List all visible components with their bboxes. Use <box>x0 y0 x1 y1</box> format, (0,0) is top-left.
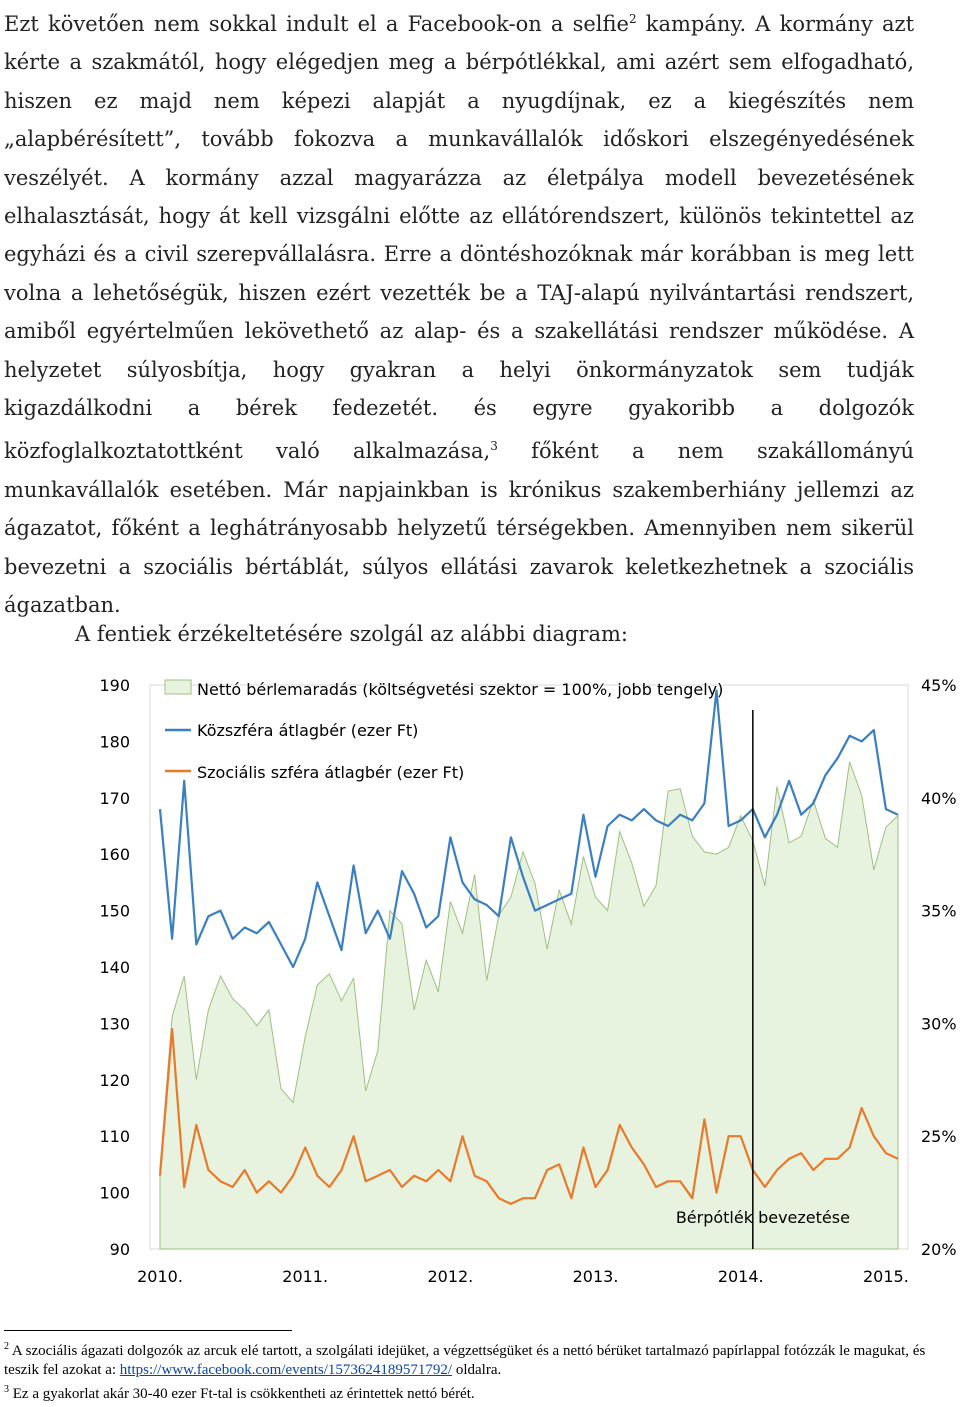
y-right-tick-label: 30% <box>921 1014 957 1034</box>
footnote-divider <box>4 1330 292 1331</box>
legend-label-public: Közszféra átlagbér (ezer Ft) <box>197 721 419 740</box>
y-left-tick-label: 150 <box>99 901 130 921</box>
chart-legend <box>165 680 723 782</box>
footnote-ref-2[interactable]: 2 <box>628 12 637 26</box>
y-right-tick-label: 45% <box>921 676 957 695</box>
area-series-net-wage-gap <box>160 762 898 1249</box>
y-left-tick-label: 190 <box>99 676 130 695</box>
y-left-tick-label: 90 <box>109 1240 130 1259</box>
y-left-tick-label: 100 <box>99 1183 130 1203</box>
footnotes <box>4 1330 944 1404</box>
legend-label-social: Szociális szféra átlagbér (ezer Ft) <box>197 763 465 782</box>
y-left-tick-label: 180 <box>99 732 130 752</box>
footnote-2 <box>4 1337 944 1380</box>
y-left-tick-label: 120 <box>99 1070 130 1090</box>
y-left-tick-label: 130 <box>99 1014 130 1034</box>
area-series-layer <box>160 762 898 1249</box>
wage-chart <box>0 668 960 1298</box>
y-right-tick-label: 25% <box>921 1127 957 1147</box>
x-tick-label: 2012. <box>427 1267 474 1286</box>
y-right-tick-label: 40% <box>921 788 957 808</box>
paragraph-text-2: kampány. A kormány azt kérte a szakmától, hogy elégedjen meg a bérpótlékkal, ami azért sem elfogadható, hiszen ez majd nem képezi alapját a nyugdíjnak, ez a kiegészítés nem „alapbérésített”, tovább fokozva a munkavállalók időskori elszegényedésének veszélyét. A kormány azzal magyarázza az életpálya modell bevezetésének elhalasztását, hogy át kell vizsgálni előtte az ellátórendszert, különös tekintettel az egyházi és a civil szerepvállalásra. Erre a döntéshozóknak már korábban is meg lett volna a lehetőségük, hiszen ezért vezették be a TAJ-alapú nyilvántartási rendszert, amiből egyértelműen lekövethető az alap- és a szakellátási rendszer működése. A helyzetet súlyosbítja, hogy gyakran a helyi önkormányzatok sem tudják kigazdálkodni a bérek fedezetét. és egyre gyakoribb a dolgozók közfoglalkoztatottként való alkalmazása, <box>4 12 915 464</box>
footnote-number: 2 <box>4 1341 9 1352</box>
x-tick-label: 2014. <box>717 1267 764 1286</box>
facebook-event-link[interactable]: https://www.facebook.com/events/1573624189571792/ <box>119 1362 453 1378</box>
x-tick-label: 2010. <box>137 1267 183 1286</box>
x-tick-label: 2013. <box>572 1267 619 1286</box>
body-paragraph <box>4 0 914 625</box>
paragraph-text-3: főként a nem szakállományú munkavállalók esetében. Már napjainkban is krónikus szakemberhiány jellemzi az ágazatot, főként a leghátrányosabb helyzetű térségekben. Amennyiben nem sikerül bevezetni a szociális bértáblát, súlyos ellátási zavarok keletkezhetnek a szociális ágazatban. <box>4 439 914 618</box>
x-tick-label: 2015. <box>862 1267 909 1286</box>
paragraph-text-1: Ezt követően nem sokkal indult el a Facebook-on a selfie <box>4 12 629 36</box>
y-left-tick-label: 110 <box>99 1127 130 1147</box>
y-left-tick-label: 170 <box>99 788 130 808</box>
chart-caption: A fentiek érzékeltetésére szolgál az alábbi diagram: <box>75 622 628 646</box>
y-left-tick-label: 140 <box>99 958 130 977</box>
annotation-label: Bérpótlék bevezetése <box>675 1208 850 1227</box>
legend-swatch-area <box>165 680 191 694</box>
footnote-text: Ez a gyakorlat akár 30-40 ezer Ft-tal is csökkentheti az érintettek nettó bérét. <box>9 1386 475 1402</box>
legend-label-area: Nettó bérlemaradás (költségvetési szektor = 100%, jobb tengely) <box>197 680 724 699</box>
footnote-text-end: oldalra. <box>452 1362 502 1378</box>
footnote-text: A szociális ágazati dolgozók az arcuk elé tartott, a szolgálati idejüket, a végzettségüket és a nettó bérüket tartalmazó papírlappal fotózzák le magukat, és teszik fel azokat a: <box>4 1343 926 1378</box>
footnote-number: 3 <box>4 1384 9 1395</box>
footnote-ref-3[interactable]: 3 <box>490 439 498 454</box>
footnote-3 <box>4 1380 944 1404</box>
y-right-tick-label: 35% <box>921 901 957 921</box>
wage-chart-svg <box>0 668 960 1298</box>
x-tick-label: 2011. <box>282 1267 329 1286</box>
y-left-tick-label: 160 <box>99 845 130 865</box>
y-right-tick-label: 20% <box>921 1240 957 1259</box>
